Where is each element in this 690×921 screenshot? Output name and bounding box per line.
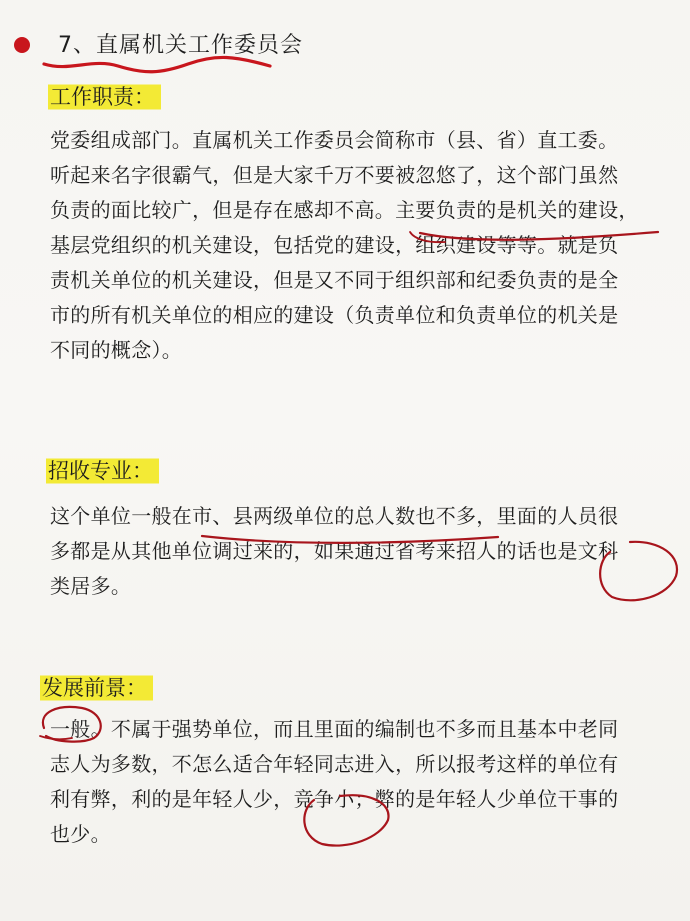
paragraph-prospects: [50, 712, 670, 852]
section-heading: 7、直属机关工作委员会: [58, 33, 303, 58]
red-bullet-dot: [14, 37, 30, 53]
section-label-duties: 工作职责：: [48, 82, 161, 112]
text-line: 类居多。: [50, 574, 132, 598]
text-line: 市的所有机关单位的相应的建设（负责单位和负责单位的机关是: [50, 303, 619, 327]
text-line: 利有弊，利的是年轻人少，竞争小；弊的是年轻人少单位干事的: [50, 787, 619, 811]
text-line: 这个单位一般在市、县两级单位的总人数也不多，里面的人员很: [50, 504, 619, 528]
paragraph-majors: [50, 499, 670, 604]
text-line: 一般。不属于强势单位，而且里面的编制也不多而且基本中老同: [50, 717, 619, 741]
section-label-prospects: 发展前景：: [40, 673, 153, 703]
paragraph-duties: [50, 123, 670, 368]
text-line: 负责的面比较广，但是存在感却不高。主要负责的是机关的建设，: [50, 198, 639, 222]
text-line: 党委组成部门。直属机关工作委员会简称市（县、省）直工委。: [50, 128, 619, 152]
text-line: 不同的概念）。: [50, 338, 183, 362]
text-line: 责机关单位的机关建设，但是又不同于组织部和纪委负责的是全: [50, 268, 619, 292]
section-label-majors: 招收专业：: [46, 456, 159, 486]
text-line: 也少。: [50, 822, 111, 846]
text-line: 听起来名字很霸气，但是大家千万不要被忽悠了，这个部门虽然: [50, 163, 619, 187]
text-line: 基层党组织的机关建设，包括党的建设，组织建设等等。就是负: [50, 233, 619, 257]
text-line: 志人为多数，不怎么适合年轻同志进入，所以报考这样的单位有: [50, 752, 619, 776]
text-line: 多都是从其他单位调过来的，如果通过省考来招人的话也是文科: [50, 539, 619, 563]
